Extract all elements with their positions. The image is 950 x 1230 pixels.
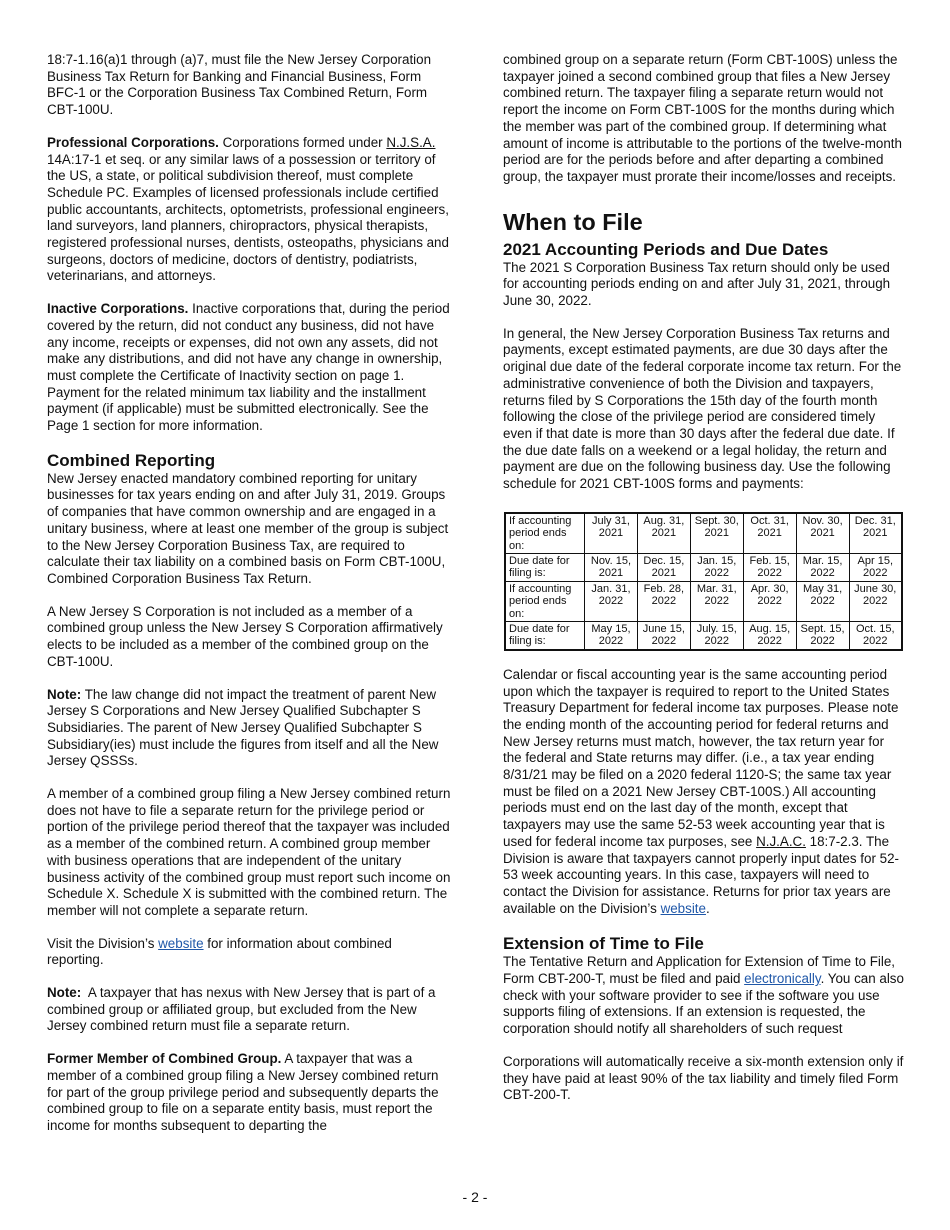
schedule-row xyxy=(505,513,902,554)
schedule-cell: Aug. 15, 2022 xyxy=(743,622,796,650)
electronically-link[interactable]: electronically xyxy=(744,971,821,987)
when-to-file-heading: When to File xyxy=(503,208,643,235)
accounting-periods-heading: 2021 Accounting Periods and Due Dates xyxy=(503,239,829,259)
note-text: The law change did not impact the treatment of parent New Jersey S Corporations and New Jersey Qualified Subchapter S Subsidiaries. The parent of New Jersey Qualified Subchapter S Subsidiary(ies) must include the figures from itself and all the New Jersey QSSSs. xyxy=(47,686,439,769)
extension-paragraph-1: The Tentative Return and Application for Extension of Time to File, Form CBT-200-T, must be filed and paid electronically. You can also check with your software provider to see if the software you use supports filing of extensions. If an extension is requested, the corporation should notify all shareholders of such request xyxy=(503,954,904,1037)
schedule-cell: May 31, 2022 xyxy=(796,581,849,621)
schedule-cell: Sept. 30, 2021 xyxy=(690,513,743,554)
note-label: Note: xyxy=(47,985,82,1001)
schedule-cell: Apr 15, 2022 xyxy=(849,553,902,581)
schedule-row xyxy=(505,581,902,621)
professional-corporations-title: Professional Corporations. xyxy=(47,134,219,150)
combined-reporting-paragraph-1: New Jersey enacted mandatory combined reporting for unitary businesses for tax years ending on and after July 31, 2019. Groups of companies that have common ownership and are engaged in a unitary business, where at least one member of the group is subject to the New Jersey Corporation Business Tax, are required to calculate their tax liability on a combined basis on Form CBT-100U, Combined Corporation Business Tax Return. xyxy=(47,470,449,586)
schedule-row xyxy=(505,622,902,650)
schedule-cell: Nov. 15, 2021 xyxy=(585,553,638,581)
njac-reference: N.J.A.C. xyxy=(756,833,806,849)
schedule-cell: June 15, 2022 xyxy=(637,622,690,650)
schedule-cell: Oct. 31, 2021 xyxy=(743,513,796,554)
note-nexus xyxy=(47,985,452,1035)
schedule-cell: July. 15, 2022 xyxy=(690,622,743,650)
schedule-cell: Dec. 15, 2021 xyxy=(637,553,690,581)
combined-reporting-paragraph-3: A member of a combined group filing a New Jersey combined return does not have to file a separate return for the privilege period or portion of the privilege period thereof that the taxpayer was included as a member of the combined return. A combined group member with business operations that are independent of the unitary business activity of the combined group must report such income on Schedule X. Schedule X is submitted with the combined return. The member will not complete a separate return. xyxy=(47,786,451,918)
schedule-cell: Aug. 31, 2021 xyxy=(637,513,690,554)
schedule-cell: Mar. 15, 2022 xyxy=(796,553,849,581)
schedule-cell: Apr. 30, 2022 xyxy=(743,581,796,621)
schedule-cell: July 31, 2021 xyxy=(585,513,638,554)
former-member-paragraph: Former Member of Combined Group. A taxpayer that was a member of a combined group filing a New Jersey combined return for part of the group privilege period and subsequently departs the combined group to file on a separate entity basis, must report the income for months subsequent to departing the xyxy=(47,1051,439,1133)
former-member-title: Former Member of Combined Group. xyxy=(47,1051,282,1067)
extension-heading: Extension of Time to File xyxy=(503,934,704,954)
intro-paragraph: 18:7-1.16(a)1 through (a)7, must file the New Jersey Corporation Business Tax Return for Banking and Financial Business, Form BFC-1 or the Corporation Business Tax Combined Return, Form CBT-100U. xyxy=(47,52,432,118)
website-link[interactable]: website xyxy=(660,900,706,916)
schedule-row-label: Due date for filing is: xyxy=(505,553,585,581)
extension-paragraph-2: Corporations will automatically receive a six-month extension only if they have paid at least 90% of the tax liability and timely filed Form CBT-200-T. xyxy=(503,1053,904,1103)
calendar-year-paragraph: Calendar or fiscal accounting year is the same accounting period upon which the taxpayer is required to report to the United States Treasury Department for federal income tax purposes. Please note the ending month of the accounting period for federal returns and New Jersey returns must match, however, the tax return year for the federal and State returns may differ. (i.e., a tax year ending 8/31/21 may be filed on a 2020 federal 1120-S; the same tax year must be filed on a 2021 New Jersey CBT-100S.) All accounting periods must end on the last day of the month, except that taxpayers may use the same 52-53 week accounting year that is used for federal income tax purposes, see N.J.A.C. 18:7-2.3. The Division is aware that taxpayers cannot properly input dates for 52-53 week accounting years. In this case, taxpayers will need to contact the Division for assistance. Returns for prior tax years are available on the Division’s website. xyxy=(503,666,899,916)
schedule-cell: June 30, 2022 xyxy=(849,581,902,621)
schedule-cell: Nov. 30, 2021 xyxy=(796,513,849,554)
schedule-cell: Feb. 28, 2022 xyxy=(637,581,690,621)
schedule-cell: Mar. 31, 2022 xyxy=(690,581,743,621)
schedule-row-label: If accounting period ends on: xyxy=(505,581,585,621)
schedule-row xyxy=(505,553,902,581)
page-number: - 2 - xyxy=(462,1189,488,1205)
schedule-cell: May 15, 2022 xyxy=(585,622,638,650)
schedule-cell: Sept. 15, 2022 xyxy=(796,622,849,650)
accounting-periods-paragraph-2: In general, the New Jersey Corporation Business Tax returns and payments, except estimated payments, are due 30 days after the original due date of the federal corporate income tax return. For the administrative convenience of both the Division and taxpayers, returns filed by S Corporations the 15th day of the fourth month following the close of the privilege period are considered timely even if that date is more than 30 days after the federal due date. If the due date falls on a weekend or a legal holiday, the return and payment are due on the following business day. Use the following schedule for 2021 CBT-100S forms and payments: xyxy=(503,325,902,492)
njsa-reference: N.J.S.A. xyxy=(386,134,436,150)
schedule-cell: Jan. 15, 2022 xyxy=(690,553,743,581)
schedule-row-label: If accounting period ends on: xyxy=(505,513,585,554)
due-date-schedule-table xyxy=(504,512,903,651)
note-text: A taxpayer that has nexus with New Jersey that is part of a combined group or affiliated group, but excluded from the New Jersey combined return must file a separate return. xyxy=(47,985,436,1034)
schedule-cell: Jan. 31, 2022 xyxy=(585,581,638,621)
schedule-cell: Feb. 15, 2022 xyxy=(743,553,796,581)
professional-corporations-paragraph: Professional Corporations. Corporations formed under N.J.S.A. 14A:17-1 et seq. or any similar laws of a possession or territory of the US, a state, or political subdivision thereof, must complete Schedule PC. Examples of licensed professionals include certified public accountants, architects, optometrists, professional engineers, land surveyors, land planners, chiropractors, physical therapists, registered professional nurses, dentists, osteopaths, physicians and surgeons, doctors of medicine, doctors of dentistry, podiatrists, veterinarians, and attorneys. xyxy=(47,134,449,284)
combined-reporting-heading: Combined Reporting xyxy=(47,450,216,470)
website-link[interactable]: website xyxy=(158,935,204,951)
note-parent-s-corporations xyxy=(47,687,452,771)
note-label: Note: xyxy=(47,686,82,702)
continued-paragraph: combined group on a separate return (Form CBT-100S) unless the taxpayer joined a second combined group that files a New Jersey combined return. The taxpayer filing a separate return would not report the income on Form CBT-100S for the months during which the member was part of the combined group. If determining what amount of income is attributable to the portions of the twelve-month period are for the periods before and after departing a combined group, the taxpayer must prorate their income/losses and receipts. xyxy=(503,52,902,184)
accounting-periods-paragraph-1: The 2021 S Corporation Business Tax return should only be used for accounting periods ending on and after July 31, 2021, through June 30, 2022. xyxy=(503,259,891,309)
schedule-row-label: Due date for filing is: xyxy=(505,622,585,650)
combined-reporting-paragraph-2: A New Jersey S Corporation is not included as a member of a combined group unless the New Jersey S Corporation affirmatively elects to be included as a member of the combined group on the CBT-100U. xyxy=(47,603,443,669)
inactive-corporations-title: Inactive Corporations. xyxy=(47,301,189,317)
schedule-cell: Oct. 15, 2022 xyxy=(849,622,902,650)
right-column xyxy=(503,52,905,1104)
left-column xyxy=(47,52,452,1135)
visit-website-paragraph: Visit the Division’s website for information about combined reporting. xyxy=(47,935,392,968)
inactive-corporations-paragraph: Inactive Corporations. Inactive corporations that, during the period covered by the return, did not conduct any business, did not have any income, receipts or expenses, did not own any assets, did not make any distributions, and did not have any change in ownership, must complete the Certificate of Inactivity section on page 1. Payment for the related minimum tax liability and the installment payment (if applicable) must be submitted electronically. See the Page 1 section for more information. xyxy=(47,301,450,434)
schedule-cell: Dec. 31, 2021 xyxy=(849,513,902,554)
